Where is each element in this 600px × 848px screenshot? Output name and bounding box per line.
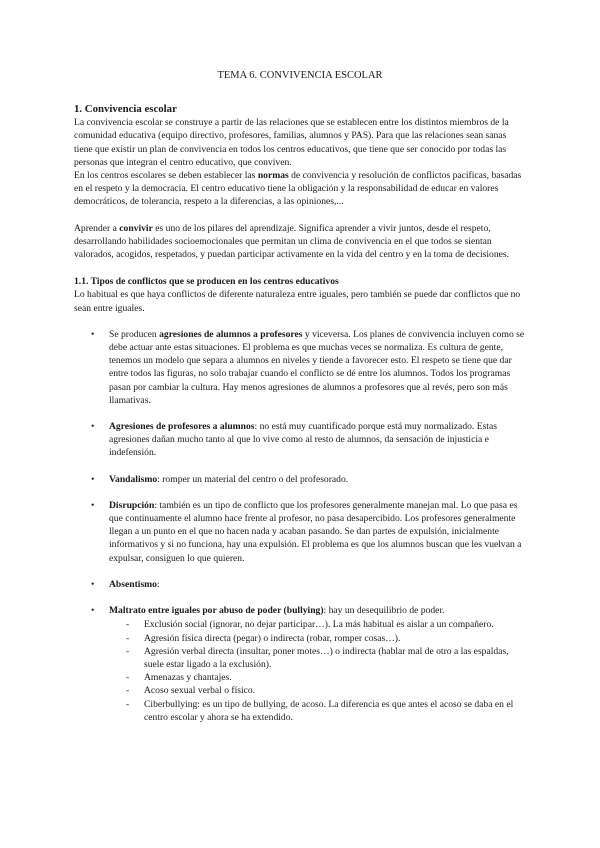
- page-title: TEMA 6. CONVIVENCIA ESCOLAR: [217, 70, 383, 81]
- sub-list-item: - Amenazas y chantajes.: [109, 671, 526, 684]
- sub-list-item: - Agresión verbal directa (insultar, poner motes…) o indirecta (hablar mal de otro a las espaldas, suele estar ligado a la exclusión).: [109, 645, 526, 671]
- sub-list-item: - Exclusión social (ignorar, no dejar participar…). La más habitual es aislar a un compañero.: [109, 618, 526, 631]
- paragraph: Lo habitual es que haya conflictos de diferente naturaleza entre iguales, pero también se puede dar conflictos que no sean entre iguales.: [74, 289, 521, 314]
- section-heading: 1. Convivencia escolar: [74, 103, 177, 115]
- list-item: • Vandalismo: romper un material del centro o del profesorado.: [74, 473, 526, 486]
- list-item: • Maltrato entre iguales por abuso de poder (bullying): hay un desequilibrio de poder. - Exclusión social (ignorar, no dejar participar…). La más habitual es aislar a un compañero. - Agresión física directa (pegar) o indirecta (robar, romper cosas…). - Agresión verbal directa (insultar, poner motes…) o indirecta (hablar mal de otro a las espaldas, suele estar ligado a la exclusión). - Amenazas y chantajes. - Acoso sexual verbal o físico. - Ciberbullying: es un tipo de bullying, de acoso. La diferencia es que antes el acoso se daba en el centro escolar y ahora se ha extendido.: [74, 604, 526, 724]
- list-item: • Absentismo:: [74, 578, 526, 591]
- paragraph: La convivencia escolar se construye a partir de las relaciones que se establecen entre los distintos miembros de la comunidad educativa (equipo directivo, profesores, familias, alumnos y PAS). Para que las relaciones sean sanas tiene que existir un plan de convivencia en todos los centros educativos, que tiene que ser conocido por todas las personas que integran el centro educativo, que conviven.: [74, 117, 509, 168]
- subsection-heading: 1.1. Tipos de conflictos que se producen en los centros educativos: [74, 276, 339, 288]
- conflict-type-list: [74, 328, 526, 724]
- sub-list-item: - Acoso sexual verbal o físico.: [109, 684, 526, 697]
- list-item: • Disrupción: también es un tipo de conflicto que los profesores generalmente manejan mal. Lo que pasa es que continuamente el alumno hace frente al profesor, no pasa desapercibido. Los profesores generalmente llegan a un punto en el que no hacen nada y acaban pasando. Se dan partes de expulsión, inicialmente informativos y si no funciona, hay una expulsión. El problema es que los alumnos buscan que les vuelvan a expulsar, consiguen lo que quieren.: [74, 499, 526, 565]
- document-body: [74, 100, 526, 737]
- paragraph: En los centros escolares se deben establecer las normas de convivencia y resolución de conflictos pacíficas, basadas en el respeto y la democracia. El centro educativo tiene la obligación y la responsabilidad de educar en valores democráticos, de tolerancia, respeto a la diferencias, a las opiniones,...: [74, 170, 522, 208]
- sub-list-item: - Agresión física directa (pegar) o indirecta (robar, romper cosas…).: [109, 632, 526, 645]
- bullying-type-list: [109, 618, 526, 724]
- list-item: • Agresiones de profesores a alumnos: no está muy cuantificado porque está muy normalizado. Estas agresiones dañan mucho tanto al que lo vive como al resto de alumnos, da sensación de injusticia e indefensión.: [74, 420, 526, 460]
- sub-list-item: - Ciberbullying: es un tipo de bullying, de acoso. La diferencia es que antes el acoso se daba en el centro escolar y ahora se ha extendido.: [109, 698, 526, 724]
- paragraph: Aprender a convivir es uno de los pilares del aprendizaje. Significa aprender a vivir juntos, desde el respeto, desarrollando habilidades socioemocionales que permitan un clima de convivencia en el que todos se sientan valorados, acogidos, respetados, y puedan participar activamente en la vida del centro y en la toma de decisiones.: [74, 222, 510, 261]
- list-item: • Se producen agresiones de alumnos a profesores y viceversa. Los planes de convivencia incluyen como se debe actuar ante estas situaciones. El problema es que muchas veces se normaliza. Es cultura de gente, tenemos un modelo que separa a alumnos en niveles y tiende a favorecer esto. El respeto se tiene que dar entre todos las figuras, no solo trabajar cuando el conflicto se dé entre los alumnos. Todos los programas pasan por cambiar la cultura. Hay menos agresiones de alumnos a profesores que al revés, pero son más llamativas.: [74, 328, 526, 407]
